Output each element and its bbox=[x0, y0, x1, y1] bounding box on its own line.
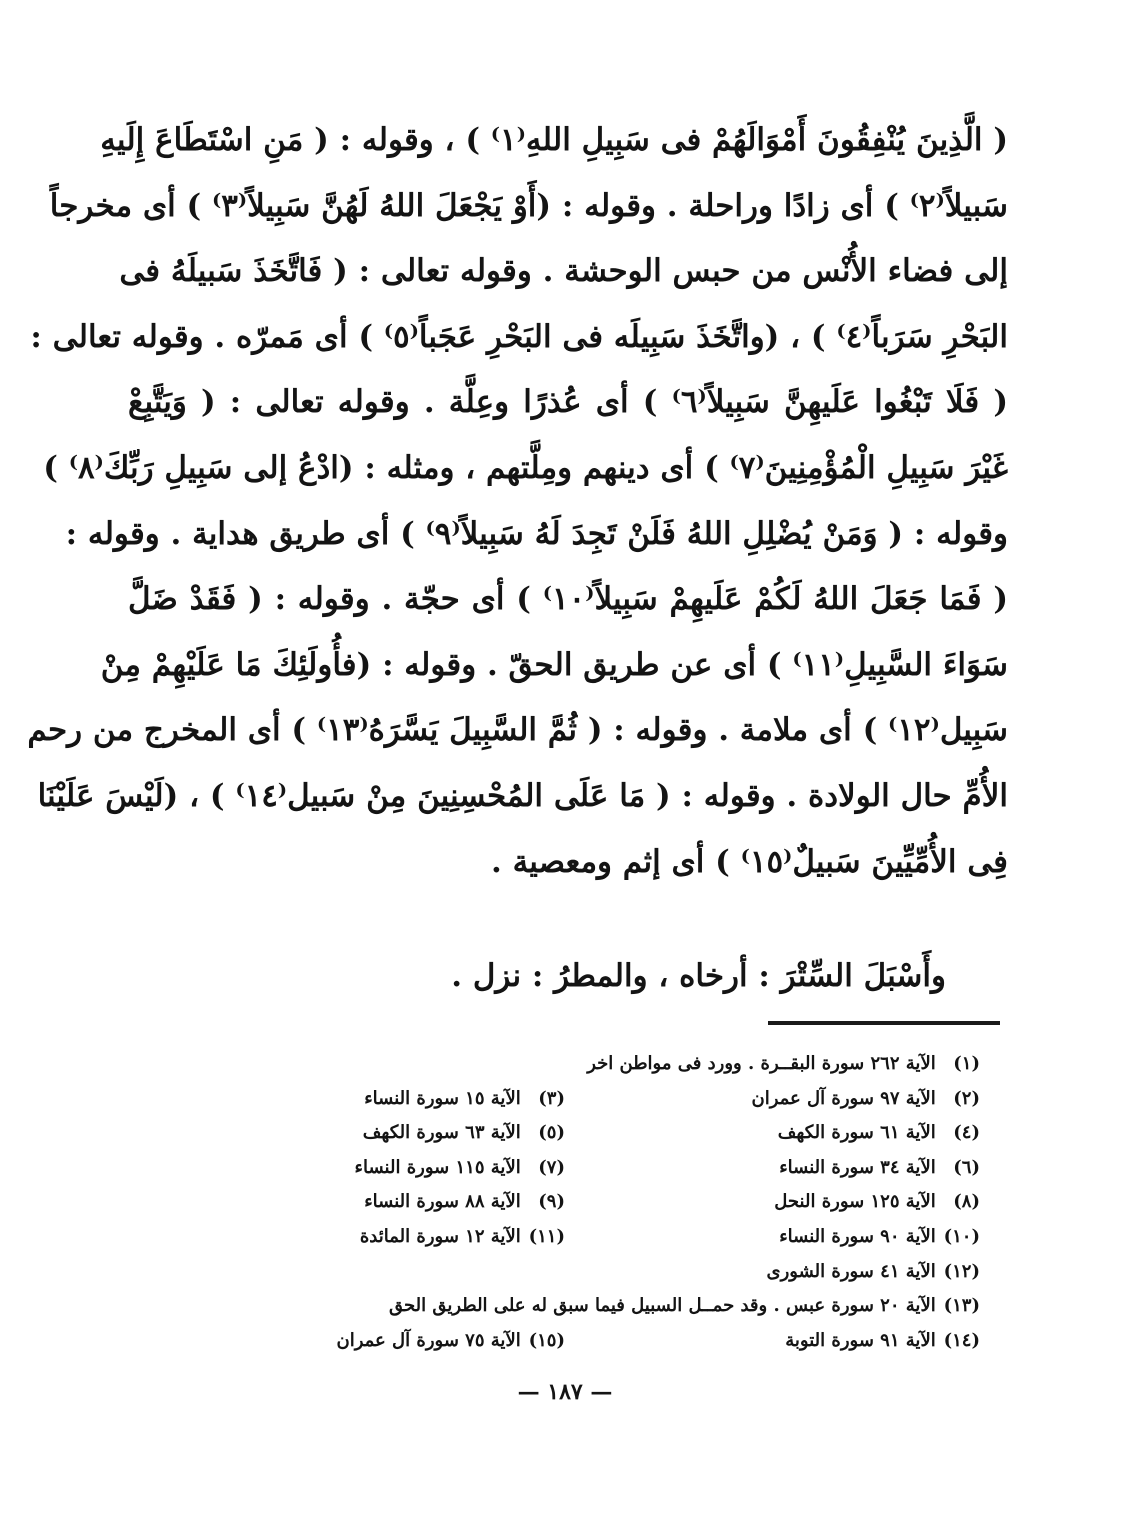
footnote-6 bbox=[565, 1151, 980, 1186]
footnote-text: الآية ٦١ سورة الكهف bbox=[777, 1122, 936, 1144]
footnote-text: الآية ٤١ سورة الشورى bbox=[766, 1260, 936, 1282]
body-line: وقوله : ( وَمَنْ يُضْلِلِ اللهُ فَلَنْ تَجِدَ لَهُ سَبِيلاً⁽٩⁾ ) أى طريق هداية . وقوله : bbox=[65, 515, 1008, 552]
footnote-text: الآية ٢٠ سورة عبس . وقد حمــل السبيل فيما سبق له على الطريق الحق bbox=[388, 1295, 936, 1317]
footnote-4 bbox=[565, 1116, 980, 1151]
footnote-number: (١١) bbox=[528, 1225, 565, 1247]
footnote-number: (٩) bbox=[538, 1191, 565, 1213]
body-line: غَيْرَ سَبِيلِ الْمُؤْمِنِينَ⁽٧⁾ ) أى دينهم ومِلَّتهم ، ومثله : (ادْعُ إلى سَبِيلِ رَبِّكَ⁽٨⁾ ) bbox=[43, 449, 1008, 486]
footnote-text: الآية ١٥ سورة النساء bbox=[364, 1087, 521, 1109]
body-line: إلى فضاء الأُنْس من حبس الوحشة . وقوله تعالى : ( فَاتَّخَذَ سَبيلَهُ فى bbox=[119, 253, 1008, 290]
footnote-15 bbox=[150, 1324, 565, 1359]
footnote-9 bbox=[150, 1185, 565, 1220]
footnote-text: الآية ٦٣ سورة الكهف bbox=[362, 1122, 521, 1144]
footnote-8 bbox=[565, 1185, 980, 1220]
footnote-number: (١٠) bbox=[943, 1225, 980, 1247]
footnote-row bbox=[150, 1289, 980, 1324]
footnote-text: الآية ٣٤ سورة النساء bbox=[779, 1156, 936, 1178]
footnote-text: الآية ١١٥ سورة النساء bbox=[354, 1156, 521, 1178]
footnote-text: الآية ١٢٥ سورة النحل bbox=[774, 1191, 936, 1213]
body-line: ( الَّذِينَ يُنْفِقُونَ أَمْوَالَهُمْ فى سَبِيلِ اللهِ⁽١⁾ ) ، وقوله : ( مَنِ اسْتَطَاعَ إِلَيهِ bbox=[100, 122, 1008, 158]
footnote-number: (٨) bbox=[953, 1191, 980, 1213]
main-paragraph bbox=[27, 108, 1009, 895]
footnote-row bbox=[150, 1116, 980, 1151]
footnote-number: (٧) bbox=[538, 1156, 565, 1178]
page-number: — ١٨٧ — bbox=[517, 1379, 613, 1405]
footnote-3 bbox=[150, 1082, 565, 1117]
footnote-text: الآية ٨٨ سورة النساء bbox=[364, 1191, 521, 1213]
footnote-11 bbox=[150, 1220, 565, 1255]
footnote-2 bbox=[565, 1082, 980, 1117]
footnote-separator-rule bbox=[768, 1021, 1000, 1025]
footnote-text: الآية ٢٦٢ سورة البقــرة . وورد فى مواطن اخر bbox=[587, 1053, 936, 1074]
footnote-row bbox=[150, 1082, 980, 1117]
footnote-10 bbox=[565, 1220, 980, 1255]
body-line: الأُمِّ حال الولادة . وقوله : ( مَا عَلَى المُحْسِنِينَ مِنْ سَبيل⁽١٤⁾ ) ، (لَيْسَ عَلَيْنَا bbox=[37, 777, 1008, 814]
footnote-number: (١٣) bbox=[943, 1295, 980, 1317]
footnote-row bbox=[150, 1324, 980, 1359]
footnote-number: (٢) bbox=[953, 1087, 980, 1109]
body-line: البَحْرِ سَرَباً⁽٤⁾ ) ، (واتَّخَذَ سَبِيلَه فى البَحْرِ عَجَباً⁽٥⁾ ) أى مَمرّه . وقوله تعالى : bbox=[30, 318, 1008, 355]
body-line: سَبيلاً⁽٢⁾ ) أى زادًا وراحلة . وقوله : (أَوْ يَجْعَلَ اللهُ لَهُنَّ سَبِيلاً⁽٣⁾ ) أى مخرجاً bbox=[49, 187, 1008, 224]
footnote-number: (١٢) bbox=[943, 1260, 980, 1282]
footnote-row bbox=[150, 1185, 980, 1220]
footnote-text: الآية ٧٥ سورة آل عمران bbox=[336, 1329, 521, 1351]
closing-paragraph: وأَسْبَلَ السِّتْرَ : أرخاه ، والمطرُ : نزل . bbox=[451, 958, 946, 994]
footnote-12 bbox=[150, 1255, 980, 1290]
body-line: فِى الأُمِّيِّينَ سَبيلٌ⁽١٥⁾ ) أى إثم ومعصية . bbox=[491, 843, 1008, 880]
footnote-number: (٣) bbox=[538, 1087, 565, 1109]
footnote-number: (٦) bbox=[953, 1156, 980, 1178]
footnote-row bbox=[150, 1255, 980, 1290]
footnote-14 bbox=[565, 1324, 980, 1359]
footnote-number: (٥) bbox=[538, 1122, 565, 1144]
footnote-text: الآية ٩١ سورة التوبة bbox=[785, 1329, 936, 1351]
footnote-7 bbox=[150, 1151, 565, 1186]
body-line: سَبِيل⁽١٢⁾ ) أى ملامة . وقوله : ( ثُمَّ السَّبِيلَ يَسَّرَهُ⁽١٣⁾ ) أى المخرج من رحم bbox=[27, 712, 1008, 749]
footnote-5 bbox=[150, 1116, 565, 1151]
footnote-row bbox=[150, 1151, 980, 1186]
body-line: ( فَمَا جَعَلَ اللهُ لَكُمْ عَلَيهِمْ سَبِيلاً⁽١٠⁾ ) أى حجّة . وقوله : ( فَقَدْ ضَلَّ bbox=[128, 581, 1008, 618]
footnote-1 bbox=[150, 1047, 980, 1082]
footnote-row bbox=[150, 1047, 980, 1082]
body-line: ( فَلَا تَبْغُوا عَلَيهِنَّ سَبِيلاً⁽٦⁾ ) أى عُذرًا وعِلَّة . وقوله تعالى : ( وَيَتَّبِعْ bbox=[128, 384, 1009, 421]
footnote-text: الآية ٩٠ سورة النساء bbox=[779, 1225, 936, 1247]
footnotes-block bbox=[150, 1047, 980, 1358]
footnote-text: الآية ١٢ سورة المائدة bbox=[359, 1225, 521, 1247]
footnote-row bbox=[150, 1220, 980, 1255]
footnote-number: (١) bbox=[953, 1053, 980, 1074]
footnote-13 bbox=[150, 1289, 980, 1324]
footnote-number: (١٤) bbox=[943, 1329, 980, 1351]
footnote-text: الآية ٩٧ سورة آل عمران bbox=[751, 1087, 936, 1109]
body-line: سَوَاءَ السَّبِيلِ⁽١١⁾ ) أى عن طريق الحقّ . وقوله : (فأُولَئِكَ مَا عَلَيْهِمْ مِنْ bbox=[100, 646, 1008, 683]
footnote-number: (١٥) bbox=[528, 1329, 565, 1351]
footnote-number: (٤) bbox=[953, 1122, 980, 1144]
